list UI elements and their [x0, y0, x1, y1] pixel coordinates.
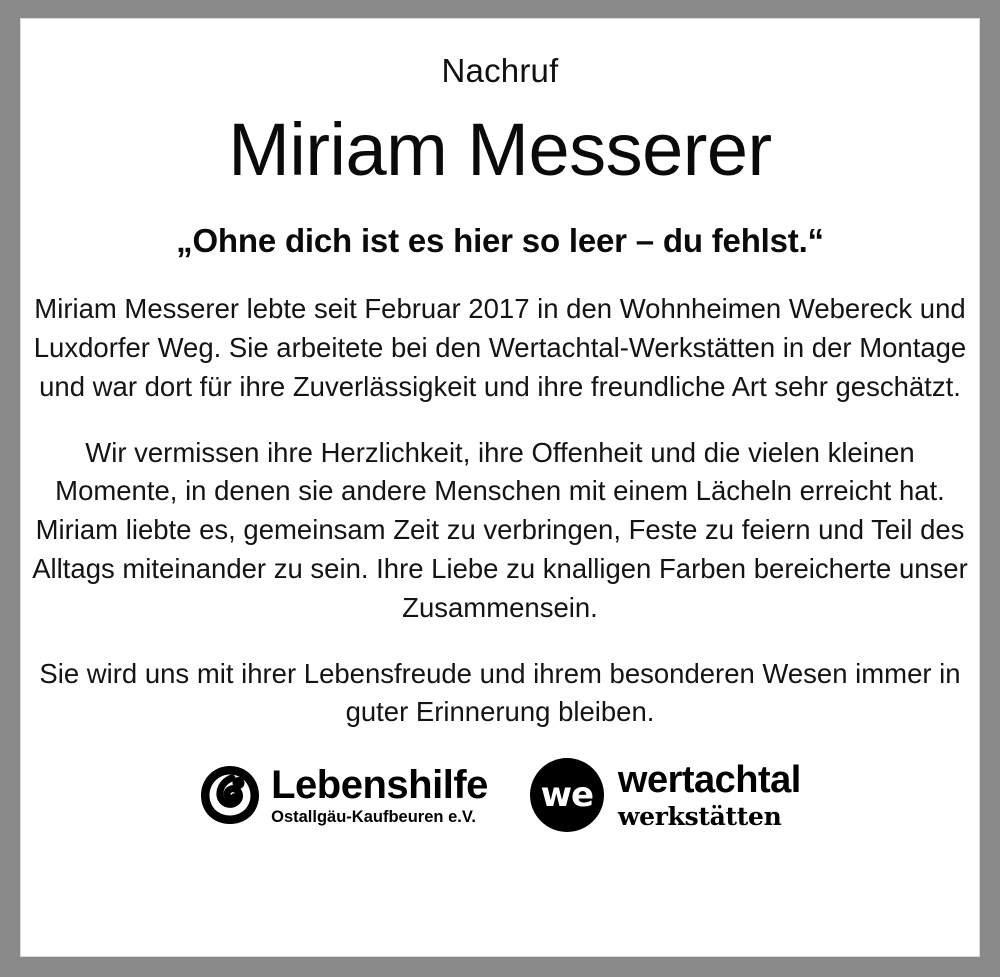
obituary-paragraph-2: Wir vermissen ihre Herzlichkeit, ihre Offenheit und die vielen kleinen Momente, in denen sie andere Menschen mit einem Lächeln erreicht hat. Miriam liebte es, gemeinsam Zeit zu verbringen, Feste zu feiern und Teil des Alltags miteinander zu sein. Ihre Liebe zu knalligen Farben bereicherte unser Zusammensein.: [32, 436, 968, 623]
lebenshilfe-logo: [199, 764, 488, 826]
wertachtal-name: wertachtal: [617, 759, 801, 802]
lebenshilfe-mark-icon: [199, 764, 261, 826]
lebenshilfe-name: Lebenshilfe: [271, 762, 488, 807]
wertachtal-mark-icon: [530, 758, 604, 832]
wertachtal-subtitle: werkstätten: [617, 802, 782, 832]
obituary-notice: [20, 18, 980, 957]
logo-row: [47, 758, 953, 832]
memorial-quote: „Ohne dich ist es hier so leer – du fehlst.“: [176, 222, 824, 260]
notice-kicker: Nachruf: [441, 52, 559, 89]
wertachtal-monogram: we: [540, 775, 594, 816]
obituary-paragraph-1: Miriam Messerer lebte seit Februar 2017 in den Wohnheimen Webereck und Luxdorfer Weg. Sie arbeitete bei den Wertachtal-Werkstätten in der Montage und war dort für ihre Zuverlässigkeit und ihre freundliche Art sehr geschätzt.: [33, 293, 967, 402]
obituary-paragraph-3: Sie wird uns mit ihrer Lebensfreude und ihrem besonderen Wesen immer in guter Erinnerung bleiben.: [39, 657, 961, 728]
lebenshilfe-wordmark: [271, 762, 488, 826]
deceased-name: Miriam Messerer: [228, 108, 772, 192]
wertachtal-wordmark: [617, 759, 801, 832]
lebenshilfe-subtitle: Ostallgäu-Kaufbeuren e.V.: [271, 807, 476, 826]
wertachtal-logo: [530, 758, 801, 832]
